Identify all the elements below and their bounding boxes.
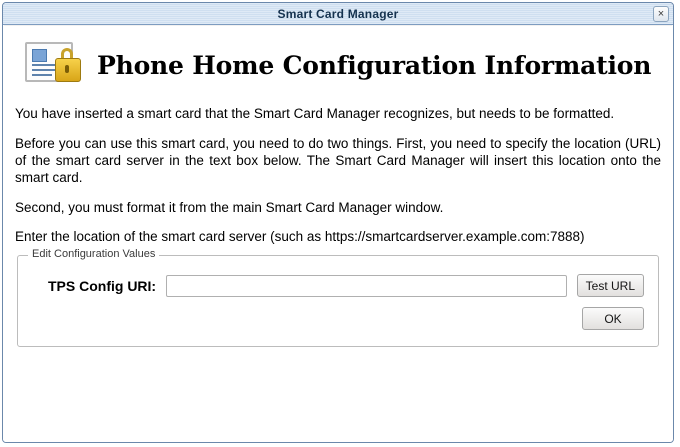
- intro-paragraph-3: Second, you must format it from the main Smart Card Manager window.: [15, 199, 444, 215]
- smart-card-manager-window: [2, 2, 674, 443]
- tps-config-uri-row: [32, 274, 644, 297]
- window-titlebar: [3, 3, 673, 25]
- window-title: Smart Card Manager: [277, 6, 399, 21]
- page-title: Phone Home Configuration Information: [97, 50, 652, 80]
- smart-card-lock-icon: [21, 36, 85, 94]
- group-legend: Edit Configuration Values: [28, 248, 159, 260]
- tps-config-uri-input[interactable]: [166, 275, 567, 297]
- close-icon[interactable]: ×: [653, 6, 669, 22]
- ok-button[interactable]: OK: [582, 307, 644, 330]
- intro-paragraph-2: Before you can use this smart card, you need to do two things. First, you need to specify the location (URL) of the smart card server in the text box below. The Smart Card Manager will insert this location onto the smart card.: [15, 135, 661, 185]
- test-url-button[interactable]: Test URL: [577, 274, 644, 297]
- dialog-header: [15, 36, 661, 94]
- tps-config-uri-label: TPS Config URI:: [48, 277, 157, 294]
- intro-paragraph-1: You have inserted a smart card that the Smart Card Manager recognizes, but needs to be formatted.: [15, 106, 615, 121]
- edit-configuration-values-group: [17, 248, 659, 347]
- dialog-content: [3, 26, 673, 442]
- intro-paragraph-4: Enter the location of the smart card server (such as https://smartcardserver.example.com:7888): [15, 229, 585, 245]
- group-button-row: [32, 307, 644, 330]
